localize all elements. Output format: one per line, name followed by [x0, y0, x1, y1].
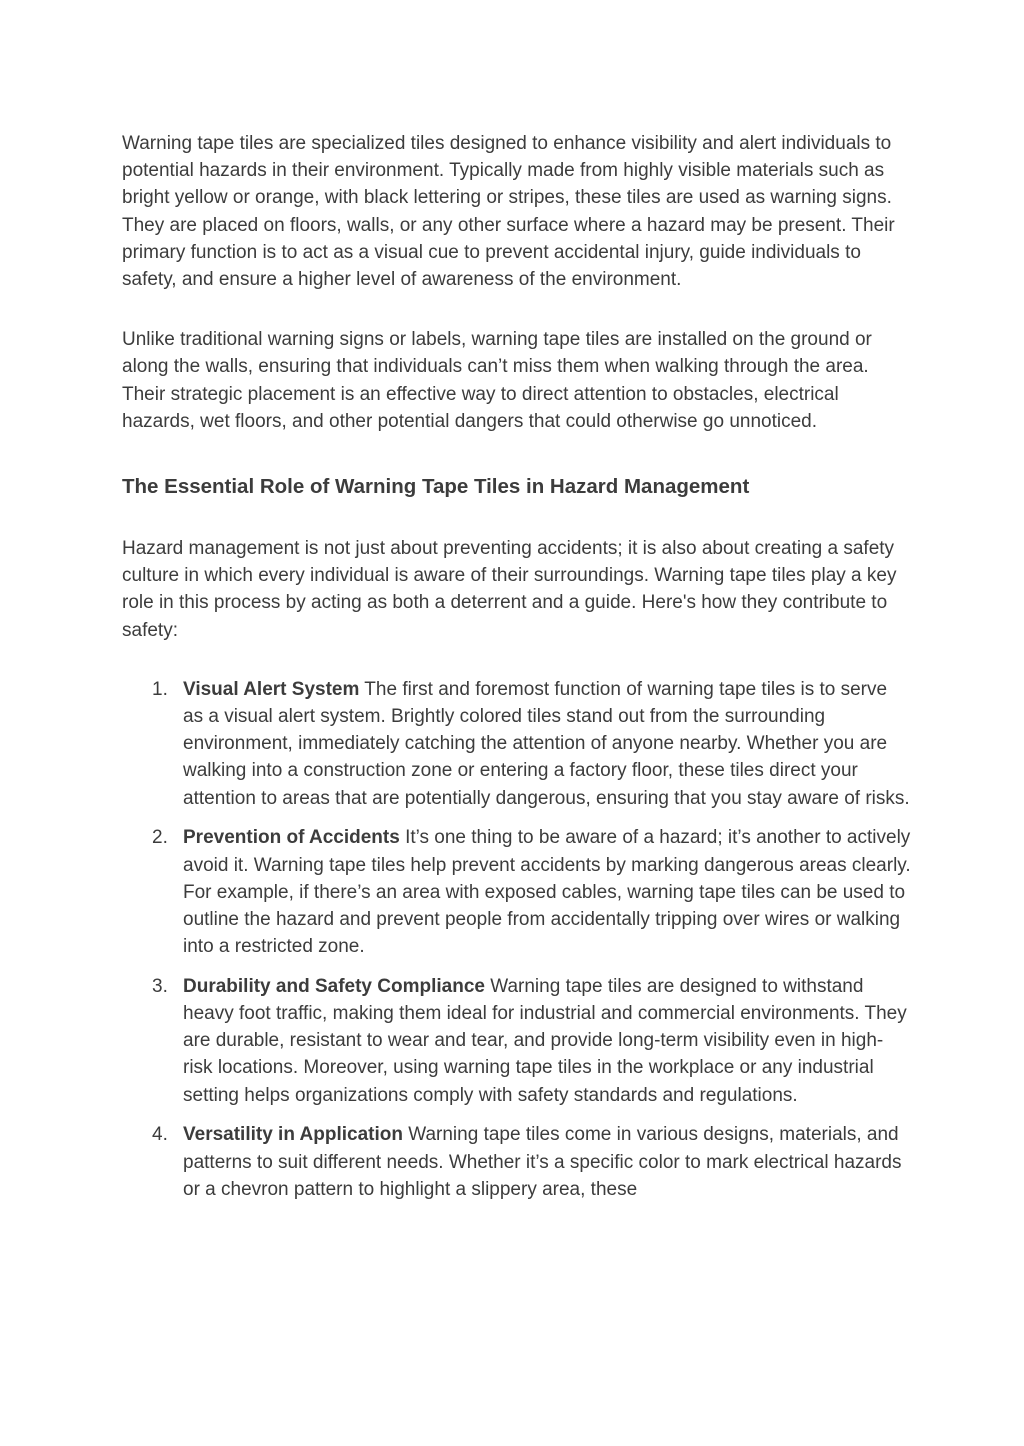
list-item-text: The first and foremost function of warning tape tiles is to serve as a visual alert system. Brightly colored tiles stand out from the surrounding environment, immediately catching the attention of anyone nearby. Whether you are walking into a construction zone or entering a factory floor, these tiles direct your attention to areas that are potentially dangerous, ensuring that you stay aware of risks. [183, 678, 910, 809]
list-item-text: Warning tape tiles are designed to withstand heavy foot traffic, making them ideal for industrial and commercial environments. They are durable, resistant to wear and tear, and provide long-term visibility even in high-risk locations. Moreover, using warning tape tiles in the workplace or any industrial setting helps organizations comply with safety standards and regulations. [183, 975, 907, 1106]
list-item-number: 1. [152, 678, 168, 700]
list-item [122, 1121, 912, 1203]
second-paragraph: Unlike traditional warning signs or labels, warning tape tiles are installed on the ground or along the walls, ensuring that individuals can’t miss them when walking through the area. Their strategic placement is an effective way to direct attention to obstacles, electrical hazards, wet floors, and other potential dangers that could otherwise go unnoticed. [122, 329, 872, 432]
list-item-text: Warning tape tiles come in various designs, materials, and patterns to suit different needs. Whether it’s a specific color to mark electrical hazards or a chevron pattern to highlight a slippery area, these [183, 1124, 902, 1200]
list-item [122, 824, 912, 960]
document-page [122, 130, 912, 1216]
intro-paragraph: Warning tape tiles are specialized tiles designed to enhance visibility and alert individuals to potential hazards in their environment. Typically made from highly visible materials such as bright yellow or orange, with black lettering or stripes, these tiles are used as warning signs. They are placed on floors, walls, or any other surface where a hazard may be present. Their primary function is to act as a visual cue to prevent accidental injury, guide individuals to safety, and ensure a higher level of awareness of the environment. [122, 133, 895, 291]
list-item-text: It’s one thing to be aware of a hazard; it’s another to actively avoid it. Warning tape tiles help prevent accidents by marking dangerous areas clearly. For example, if there’s an area with exposed cables, warning tape tiles can be used to outline the hazard and prevent people from accidentally tripping over wires or walking into a restricted zone. [183, 827, 911, 958]
list-item [122, 973, 912, 1109]
list-item-title: Durability and Safety Compliance [183, 975, 485, 997]
numbered-list [122, 676, 912, 1203]
list-item-number: 3. [152, 975, 168, 997]
list-item-number: 2. [152, 827, 168, 849]
list-item-title: Visual Alert System [183, 678, 360, 700]
section-heading: The Essential Role of Warning Tape Tiles in Hazard Management [122, 475, 750, 499]
list-item [122, 676, 912, 812]
list-item-title: Versatility in Application [183, 1124, 403, 1146]
list-item-title: Prevention of Accidents [183, 827, 400, 849]
section-intro-paragraph: Hazard management is not just about preventing accidents; it is also about creating a safety culture in which every individual is aware of their surroundings. Warning tape tiles play a key role in this process by acting as both a deterrent and a guide. Here's how they contribute to safety: [122, 538, 897, 641]
list-item-number: 4. [152, 1124, 168, 1146]
